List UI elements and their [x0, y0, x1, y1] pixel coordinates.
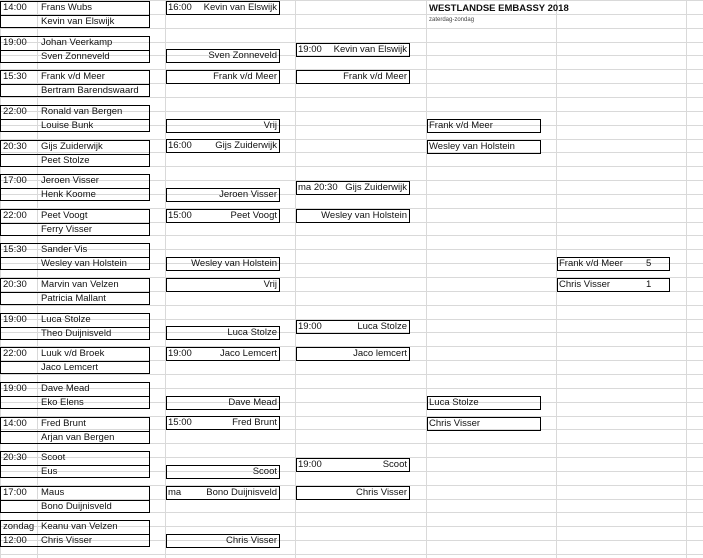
round2-time: 19:00	[168, 348, 192, 359]
round3-name[interactable]: Gijs Zuiderwijk	[345, 182, 407, 193]
round2-time: 15:00	[168, 417, 192, 428]
match-time: 17:00	[3, 487, 27, 498]
grid-row-line	[0, 554, 703, 555]
player-2[interactable]: Arjan van Bergen	[41, 432, 115, 443]
round2-name[interactable]: Luca Stolze	[227, 327, 277, 338]
round3-time: 19:00	[298, 459, 322, 470]
match-time: 20:30	[3, 141, 27, 152]
round2-name[interactable]: Vrij	[263, 120, 277, 131]
round2-name[interactable]: Jaco Lemcert	[219, 348, 277, 359]
player-2[interactable]: Theo Duijnisveld	[41, 328, 112, 339]
round2-name[interactable]: Dave Mead	[228, 397, 277, 408]
standings-name: Chris Visser	[559, 279, 611, 290]
player-2[interactable]: Wesley van Holstein	[41, 258, 127, 269]
player-2[interactable]: Ferry Visser	[41, 224, 93, 235]
round3-name[interactable]: Kevin van Elswijk	[333, 44, 407, 55]
grid-col-line	[686, 0, 687, 558]
player-1[interactable]: Scoot	[41, 452, 66, 463]
player-1[interactable]: Peet Voogt	[41, 210, 88, 221]
round2-name[interactable]: Bono Duijnisveld	[206, 487, 277, 498]
grid-row-line	[0, 305, 703, 306]
player-1[interactable]: Maus	[41, 487, 65, 498]
round2-name[interactable]: Gijs Zuiderwijk	[215, 140, 277, 151]
round3-name[interactable]: Wesley van Holstein	[321, 210, 407, 221]
match-time: zondag	[3, 521, 35, 532]
player-1[interactable]: Ronald van Bergen	[41, 106, 123, 117]
round4-name[interactable]: Wesley van Holstein	[429, 141, 515, 152]
player-1[interactable]: Sander Vis	[41, 244, 88, 255]
player-2[interactable]: Chris Visser	[41, 535, 93, 546]
round3-name[interactable]: Chris Visser	[355, 487, 407, 498]
player-1[interactable]: Luuk v/d Broek	[41, 348, 105, 359]
player-1[interactable]: Gijs Zuiderwijk	[41, 141, 103, 152]
grid-row-line	[0, 97, 703, 98]
round2-name[interactable]: Jeroen Visser	[219, 189, 277, 200]
match-time: 20:30	[3, 452, 27, 463]
match-time: 19:00	[3, 37, 27, 48]
player-2[interactable]: Patricia Mallant	[41, 293, 106, 304]
player-2[interactable]: Jaco Lemcert	[41, 362, 99, 373]
grid-row-line	[0, 374, 703, 375]
round2-name[interactable]: Kevin van Elswijk	[203, 2, 277, 13]
player-1[interactable]: Frans Wubs	[41, 2, 93, 13]
player-2[interactable]: Louise Bunk	[41, 120, 94, 131]
standings-score: 5	[646, 258, 652, 269]
match-time: 15:30	[3, 71, 27, 82]
round2-name[interactable]: Vrij	[263, 279, 277, 290]
player-2[interactable]: Bono Duijnisveld	[41, 501, 112, 512]
standings-score: 1	[646, 279, 652, 290]
match-time: 14:00	[3, 2, 27, 13]
round2-time: 15:00	[168, 210, 192, 221]
match-divider	[0, 465, 150, 466]
round3-name[interactable]: Jaco lemcert	[353, 348, 407, 359]
round3-time: 19:00	[298, 44, 322, 55]
player-1[interactable]: Keanu van Velzen	[41, 521, 118, 532]
round2-name[interactable]: Scoot	[252, 466, 277, 477]
match-time-2: 12:00	[3, 535, 27, 546]
player-2[interactable]: Sven Zonneveld	[41, 51, 110, 62]
round3-time: ma 20:30	[298, 182, 338, 193]
round4-name[interactable]: Frank v/d Meer	[429, 120, 493, 131]
player-2[interactable]: Kevin van Elswijk	[41, 16, 115, 27]
page-subtitle: zaterdag-zondag	[429, 17, 475, 23]
round2-name[interactable]: Wesley van Holstein	[191, 258, 277, 269]
player-1[interactable]: Fred Brunt	[41, 418, 86, 429]
player-1[interactable]: Dave Mead	[41, 383, 90, 394]
round4-name[interactable]: Luca Stolze	[429, 397, 479, 408]
player-2[interactable]: Eko Elens	[41, 397, 84, 408]
player-2[interactable]: Henk Koome	[41, 189, 96, 200]
player-1[interactable]: Jeroen Visser	[41, 175, 99, 186]
round2-name[interactable]: Chris Visser	[225, 535, 277, 546]
page-title: WESTLANDSE EMBASSY 2018	[429, 3, 569, 14]
player-2[interactable]: Peet Stolze	[41, 155, 90, 166]
grid-col-line	[426, 0, 427, 558]
round2-name[interactable]: Fred Brunt	[232, 417, 277, 428]
player-1[interactable]: Marvin van Velzen	[41, 279, 119, 290]
match-time: 20:30	[3, 279, 27, 290]
round3-name[interactable]: Scoot	[382, 459, 407, 470]
match-time: 19:00	[3, 383, 27, 394]
round2-name[interactable]: Peet Voogt	[230, 210, 277, 221]
round2-name[interactable]: Sven Zonneveld	[208, 50, 277, 61]
standings-name: Frank v/d Meer	[559, 258, 623, 269]
player-1[interactable]: Luca Stolze	[41, 314, 91, 325]
match-time: 17:00	[3, 175, 27, 186]
round4-name[interactable]: Chris Visser	[429, 418, 481, 429]
round3-time: 19:00	[298, 321, 322, 332]
grid-row-line	[0, 28, 703, 29]
player-2[interactable]: Bertram Barendswaard	[41, 85, 139, 96]
match-time: 22:00	[3, 348, 27, 359]
round3-name[interactable]: Luca Stolze	[357, 321, 407, 332]
round2-time: ma	[168, 487, 182, 498]
round2-time: 16:00	[168, 140, 192, 151]
match-time: 22:00	[3, 106, 27, 117]
match-time: 14:00	[3, 418, 27, 429]
round3-name[interactable]: Frank v/d Meer	[343, 71, 407, 82]
player-2[interactable]: Eus	[41, 466, 58, 477]
round2-name[interactable]: Frank v/d Meer	[213, 71, 277, 82]
match-time: 15:30	[3, 244, 27, 255]
match-time: 19:00	[3, 314, 27, 325]
player-1[interactable]: Frank v/d Meer	[41, 71, 105, 82]
round2-time: 16:00	[168, 2, 192, 13]
player-1[interactable]: Johan Veerkamp	[41, 37, 113, 48]
match-time: 22:00	[3, 210, 27, 221]
